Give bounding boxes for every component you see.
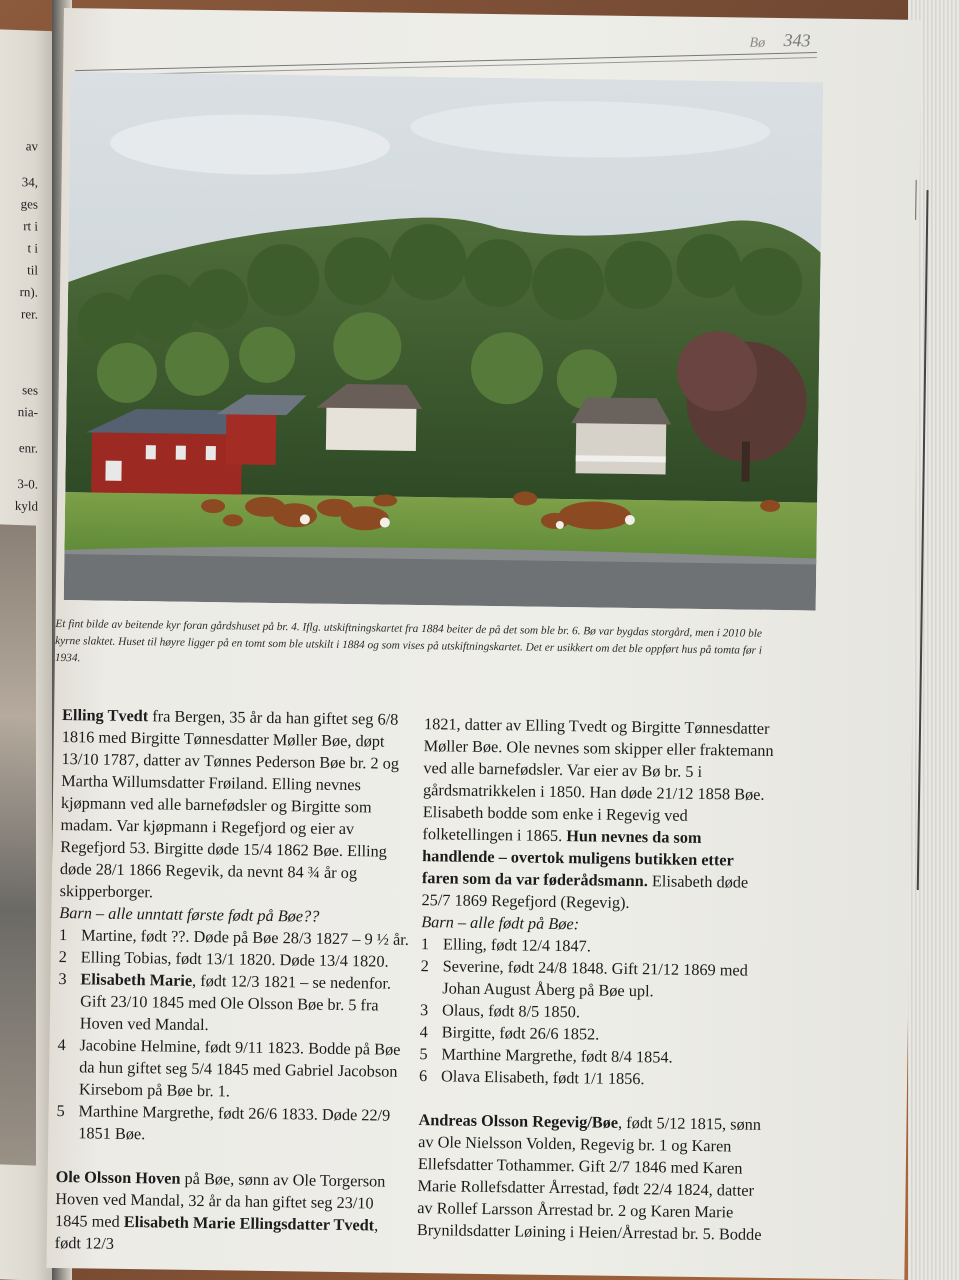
list-text: Elling, født 12/4 1847. (442, 934, 591, 956)
left-page-photo (0, 524, 36, 1165)
left-fragment: enr. (18, 439, 38, 456)
list-item (57, 1034, 408, 1105)
ole-paragraph (55, 1166, 406, 1259)
list-text: Jacobine Helmine, født 9/11 1823. Bodde på Bøe da hun giftet seg 5/4 1845 med Gabriel Jacobson Kirsebom på Bøe br. 1. (78, 1035, 401, 1101)
list-item (58, 968, 409, 1039)
list-text-wrapper (80, 968, 409, 1039)
right-column (417, 713, 774, 1246)
elling-paragraph (60, 704, 413, 907)
paragraph-text: 1821, datter av Elling Tvedt og Birgitte Tønnesdatter Møller Bøe. Ole nevnes som skipper eller fraktemann ved alle barnefødsler. Var eier av Bø br. 5 i gårdsmatrikkelen i 1850. Han døde 21/12 1858 Bøe. Elisabeth bodde som enke i Regevig ved folketellingen i 1865. (422, 714, 774, 846)
list-number: 6 (418, 1066, 428, 1086)
list-text: Severine, født 24/8 1848. Gift 21/12 1869 med Johan August Åberg på Bøe upl. (442, 956, 749, 1001)
left-fragment: rn). (19, 284, 38, 300)
children-heading: Barn – alle unntatt første født på Bøe?? (59, 903, 320, 926)
left-column (55, 704, 413, 1259)
farm-photo (64, 72, 823, 610)
margin-tick (915, 180, 917, 220)
list-text: Elling Tobias, født 13/1 1820. Døde 13/4 1820. (80, 947, 389, 971)
list-text: Olava Elisabeth, født 1/1 1856. (440, 1066, 645, 1089)
header-rule (75, 52, 817, 72)
andreas-paragraph (417, 1109, 769, 1246)
left-fragment: kyld (14, 497, 38, 514)
list-text: , født 12/3 1821 – se nedenfor. Gift 23/10 1845 med Ole Olsson Bøe br. 5 fra Hoven ved Mandal. (79, 970, 392, 1035)
paragraph-text: , født 5/12 1815, sønn av Ole Nielsson Volden, Regevig br. 1 og Karen Ellefsdatter Tothammer. Gift 2/7 1846 med Karen Marie Rollefsdatter Årrestad, født 22/4 1824, datter av Rollef Larsson Årrestad br. 2 og Karen Marie Brynildsdatter Løining i Heien/Årrestad br. 5. Bodde (416, 1112, 762, 1244)
list-item (420, 955, 771, 1004)
farm-photo-icon (64, 72, 823, 610)
paragraph-text: Elisabeth døde 25/7 1869 Regefjord (Regevig). (421, 871, 749, 912)
left-fragment: nia- (17, 403, 38, 420)
left-fragment: 3-0. (17, 475, 38, 492)
list-number: 2 (420, 956, 429, 976)
paragraph-text: på Bøe, sønn av Ole Torgerson Hoven ved Mandal, 32 år da han giftet seg 23/10 1845 med (54, 1168, 386, 1231)
list-item (56, 1100, 407, 1149)
list-number: 4 (57, 1035, 66, 1055)
left-page-text-fragments (2, 109, 58, 514)
highlighted-text: Hun nevnes da som handlende – overtok muligens butikken etter faren som da var føderådsmann. (421, 826, 734, 891)
left-fragment: av (25, 138, 38, 154)
children-heading: Barn – alle født på Bøe: (421, 912, 580, 934)
left-fragment: rt i (23, 218, 38, 234)
list-number: 1 (420, 934, 430, 954)
list-text: Olaus, født 8/5 1850. (441, 1000, 581, 1022)
list-number: 2 (58, 947, 68, 967)
page-number: 343 (783, 30, 811, 51)
person-name: Elling Tvedt (62, 705, 149, 726)
spouse-name: Elisabeth Marie Ellingsdatter Tvedt (123, 1211, 375, 1235)
left-fragment: rer. (21, 306, 38, 322)
child-name: Elisabeth Marie (80, 969, 193, 990)
list-number: 1 (58, 925, 68, 945)
left-fragment: til (27, 262, 38, 278)
continuation-paragraph (421, 713, 774, 916)
list-number: 3 (58, 969, 67, 989)
left-fragment: 34, (21, 174, 38, 190)
list-number: 4 (419, 1022, 429, 1042)
paragraph-text: , født 12/3 (54, 1215, 379, 1253)
left-fragment: t i (27, 240, 38, 256)
photo-caption: Et fint bilde av beitende kyr foran gårdshuset på br. 4. Iflg. utskiftningskartet fra 1884 beiter de på det som ble br. 6. Bø var bygdas storgård, men i 2010 ble kyrne slaktet. Huset til høyre ligger på en tomt som ble utskilt i 1884 og som vises på utskiftningskartet. Det er usikkert om det ble oppført hus på tomta før i 1934. (54, 617, 763, 665)
list-number: 5 (56, 1101, 65, 1121)
list-text: Marthine Margrethe, født 8/4 1854. (441, 1044, 673, 1067)
right-page (46, 8, 922, 1280)
person-name: Andreas Olsson Regevig/Bøe (418, 1110, 619, 1132)
list-number: 5 (419, 1044, 428, 1064)
paragraph-text: fra Bergen, 35 år da han giftet seg 6/8 1816 med Birgitte Tønnesdatter Møller Bøe, døpt 13/10 1787, datter av Tønnes Pederson Bøe br. 2 og Martha Willumsdatter Frøiland. Elling nevnes kjøpmann ved alle barnefødsler og Birgitte som madam. Var kjøpmann i Regefjord og eier av Regefjord 53. Birgitte døde 15/4 1862 Bøe. Elling døde 28/1 1866 Regevik, da nevnt 84 ¾ år og skipperborger. (59, 706, 400, 902)
person-name: Ole Olsson Hoven (55, 1166, 181, 1188)
left-fragment: ges (20, 196, 38, 212)
running-head: Bø (749, 35, 766, 51)
list-text: Birgitte, født 26/6 1852. (441, 1022, 600, 1044)
list-text: Marthine Margrethe, født 26/6 1833. Døde 22/9 1851 Bøe. (78, 1101, 391, 1144)
list-text: Martine, født ??. Døde på Bøe 28/3 1827 – 9 ½ år. (80, 925, 409, 949)
list-number: 3 (419, 1000, 429, 1020)
left-fragment: ses (22, 382, 38, 398)
